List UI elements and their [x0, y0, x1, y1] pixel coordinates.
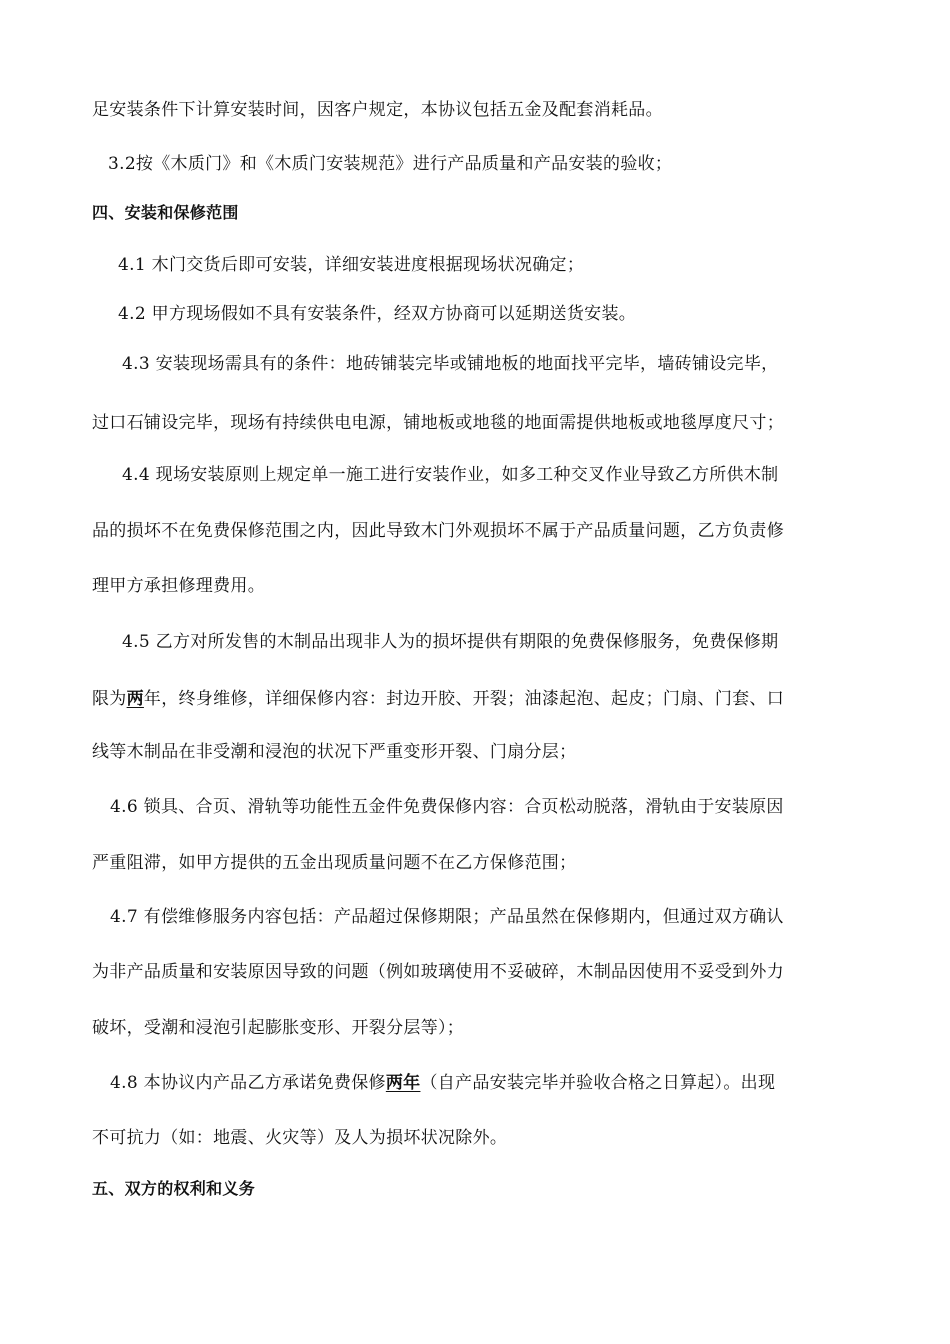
paragraph-line: 为非产品质量和安装原因导致的问题（例如玻璃使用不妥破碎，木制品因使用不妥受到外力 [92, 962, 784, 982]
clause-4-6: 4.6 锁具、合页、滑轨等功能性五金件免费保修内容：合页松动脱落，滑轨由于安装原因 [110, 797, 784, 817]
paragraph-line: 品的损坏不在免费保修范围之内，因此导致木门外观损坏不属于产品质量问题，乙方负责修 [92, 521, 784, 541]
paragraph-line: 不可抗力（如：地震、火灾等）及人为损坏状况除外。 [92, 1128, 508, 1148]
clause-4-3: 4.3 安装现场需具有的条件：地砖铺装完毕或铺地板的地面找平完毕，墙砖铺设完毕， [122, 354, 779, 374]
paragraph-line: 线等木制品在非受潮和浸泡的状况下严重变形开裂、门扇分层； [92, 742, 577, 762]
paragraph-line: 严重阻滞，如甲方提供的五金出现质量问题不在乙方保修范围； [92, 853, 577, 873]
paragraph-line: 过口石铺设完毕，现场有持续供电电源，铺地板或地毯的地面需提供地板或地毯厚度尺寸； [92, 413, 784, 433]
clause-4-5: 4.5 乙方对所发售的木制品出现非人为的损坏提供有期限的免费保修服务，免费保修期 [122, 632, 779, 652]
clause-4-8 [110, 1071, 890, 1095]
clause-4-1: 4.1 木门交货后即可安装，详细安装进度根据现场状况确定； [118, 255, 585, 275]
emphasis-term: 两年 [385, 1073, 421, 1093]
text-segment: 限为 [92, 689, 127, 709]
paragraph-line [92, 687, 872, 711]
text-segment: 年，终身维修，详细保修内容：封边开胶、开裂；油漆起泡、起皮；门扇、门套、口 [143, 689, 785, 709]
emphasis-term: 两 [126, 689, 144, 709]
clause-3-2: 3.2按《木质门》和《木质门安装规范》进行产品质量和产品安装的验收； [108, 154, 673, 174]
paragraph-line: 破坏，受潮和浸泡引起膨胀变形、开裂分层等）； [92, 1018, 465, 1038]
paragraph-line: 理甲方承担修理费用。 [92, 576, 265, 596]
paragraph-line: 足安装条件下计算安装时间，因客户规定，本协议包括五金及配套消耗品。 [92, 100, 663, 120]
section-heading-5: 五、双方的权利和义务 [92, 1179, 256, 1198]
clause-4-2: 4.2 甲方现场假如不具有安装条件，经双方协商可以延期送货安装。 [118, 304, 637, 324]
clause-4-7: 4.7 有偿维修服务内容包括：产品超过保修期限；产品虽然在保修期内，但通过双方确认 [110, 907, 784, 927]
text-segment: （自产品安装完毕并验收合格之日算起）。出现 [420, 1073, 776, 1093]
clause-4-4: 4.4 现场安装原则上规定单一施工进行安装作业，如多工种交叉作业导致乙方所供木制 [122, 465, 779, 485]
section-heading-4: 四、安装和保修范围 [92, 203, 239, 222]
text-segment: 4.8 本协议内产品乙方承诺免费保修 [110, 1073, 386, 1093]
